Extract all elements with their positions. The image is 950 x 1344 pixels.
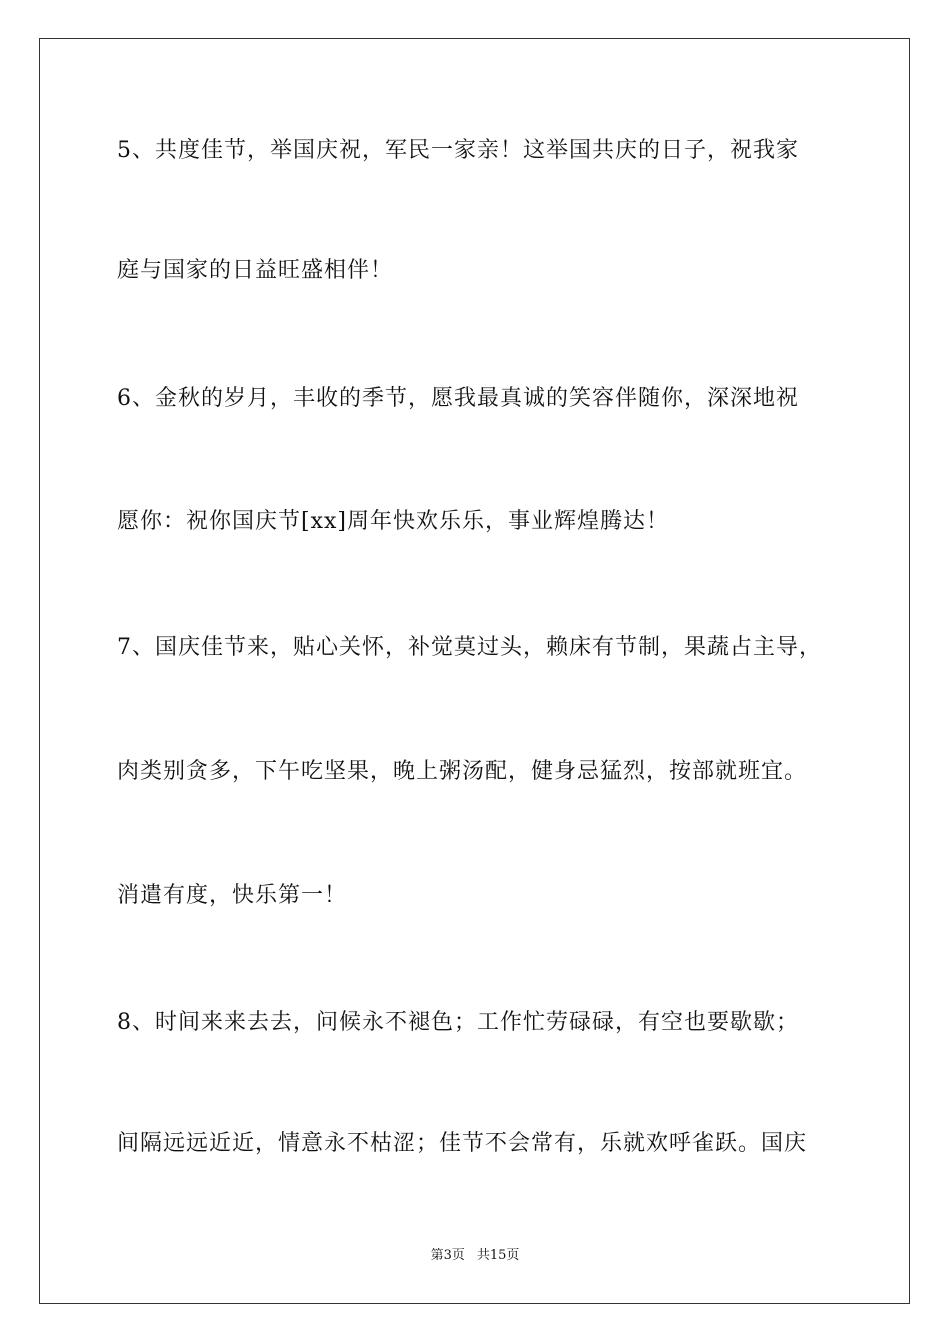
text-line: 愿你：祝你国庆节[xx]周年快欢乐乐，事业辉煌腾达！ [117,509,669,534]
text-line: 8、时间来来去去，问候永不褪色；工作忙劳碌碌，有空也要歇歇； [117,1010,799,1035]
text-line: 肉类别贪多，下午吃坚果，晚上粥汤配，健身忌猛烈，按部就班宜。 [117,759,808,784]
text-line: 6、金秋的岁月，丰收的季节，愿我最真诚的笑容伴随你，深深地祝 [117,386,799,411]
text-line: 消遣有度，快乐第一！ [117,883,348,908]
text-line: 庭与国家的日益旺盛相伴！ [117,258,394,283]
text-line: 7、国庆佳节来，贴心关怀，补觉莫过头，赖床有节制，果蔬占主导， [117,635,822,660]
text-line: 间隔远远近近，情意永不枯涩；佳节不会常有，乐就欢呼雀跃。国庆 [117,1131,808,1156]
page-number: 第3页 [430,1248,465,1263]
page-frame [39,38,910,1304]
page-total: 共15页 [476,1248,520,1263]
text-line: 5、共度佳节，举国庆祝，军民一家亲！这举国共庆的日子，祝我家 [117,138,799,163]
page-footer [0,1247,950,1265]
